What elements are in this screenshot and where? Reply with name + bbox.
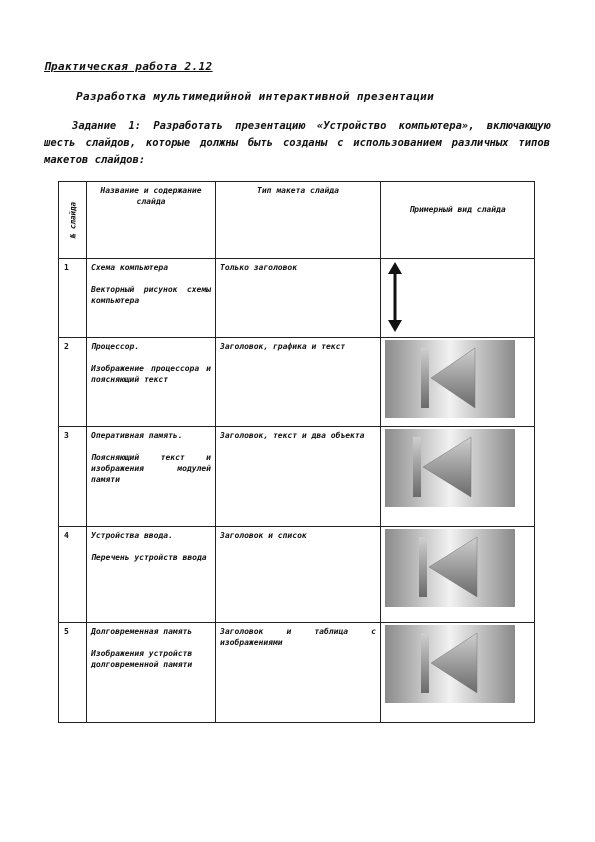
row-type: Заголовок, графика и текст [216, 338, 381, 427]
row-desc: Перечень устройств ввода [91, 553, 207, 562]
row-name-cell [87, 427, 216, 527]
row-num: 1 [59, 259, 87, 338]
row-num: 5 [59, 623, 87, 723]
table-header-row [59, 182, 535, 259]
row-view [381, 527, 535, 623]
row-desc: Поясняющий текст и изображения модулей памяти [91, 453, 211, 484]
row-type: Заголовок, текст и два объекта [216, 427, 381, 527]
back-to-start-button-icon [385, 625, 515, 703]
row-view [381, 623, 535, 723]
header-num [59, 182, 87, 259]
row-num: 4 [59, 527, 87, 623]
page-title: Практическая работа 2.12 [44, 60, 213, 73]
row-type: Заголовок и таблица с изображениями [216, 623, 381, 723]
task-paragraph [44, 118, 550, 169]
row-name: Схема компьютера [91, 263, 169, 272]
row-name: Процессор. [91, 342, 140, 351]
row-type: Только заголовок [216, 259, 381, 338]
row-name-cell [87, 623, 216, 723]
task-rest: компьютера», включающую шесть слайдов, которые должны быть созданы с использованием различных типов макетов слайдов: [44, 120, 550, 166]
row-name-cell [87, 338, 216, 427]
row-type: Заголовок и список [216, 527, 381, 623]
table-row [59, 427, 535, 527]
row-desc: Изображение процессора и поясняющий текст [91, 364, 211, 384]
back-to-start-button-icon [385, 529, 515, 607]
row-view [381, 427, 535, 527]
header-type: Тип макета слайда [216, 182, 381, 259]
row-name-cell [87, 259, 216, 338]
slides-table [58, 181, 535, 723]
table-row [59, 338, 535, 427]
double-arrow-vertical-icon [385, 262, 405, 332]
header-view: Примерный вид слайда [381, 182, 535, 259]
header-name: Название и содержание слайда [87, 182, 216, 259]
row-name: Оперативная память. [91, 431, 183, 440]
task-lead: Задание 1: Разработать презентацию «Устройство [72, 120, 387, 132]
page-subtitle: Разработка мультимедийной интерактивной презентации [76, 90, 435, 103]
row-name: Устройства ввода. [91, 531, 173, 540]
row-num: 3 [59, 427, 87, 527]
table-row [59, 259, 535, 338]
table-row [59, 527, 535, 623]
row-view [381, 259, 535, 338]
row-desc: Изображения устройств долговременной памяти [91, 649, 193, 669]
row-num: 2 [59, 338, 87, 427]
row-view [381, 338, 535, 427]
row-name-cell [87, 527, 216, 623]
back-to-start-button-icon [385, 429, 515, 507]
row-name: Долговременная память [91, 627, 193, 636]
back-to-start-button-icon [385, 340, 515, 418]
header-num-label: № слайда [68, 201, 77, 239]
table-row [59, 623, 535, 723]
row-desc: Векторный рисунок схемы компьютера [91, 285, 211, 305]
